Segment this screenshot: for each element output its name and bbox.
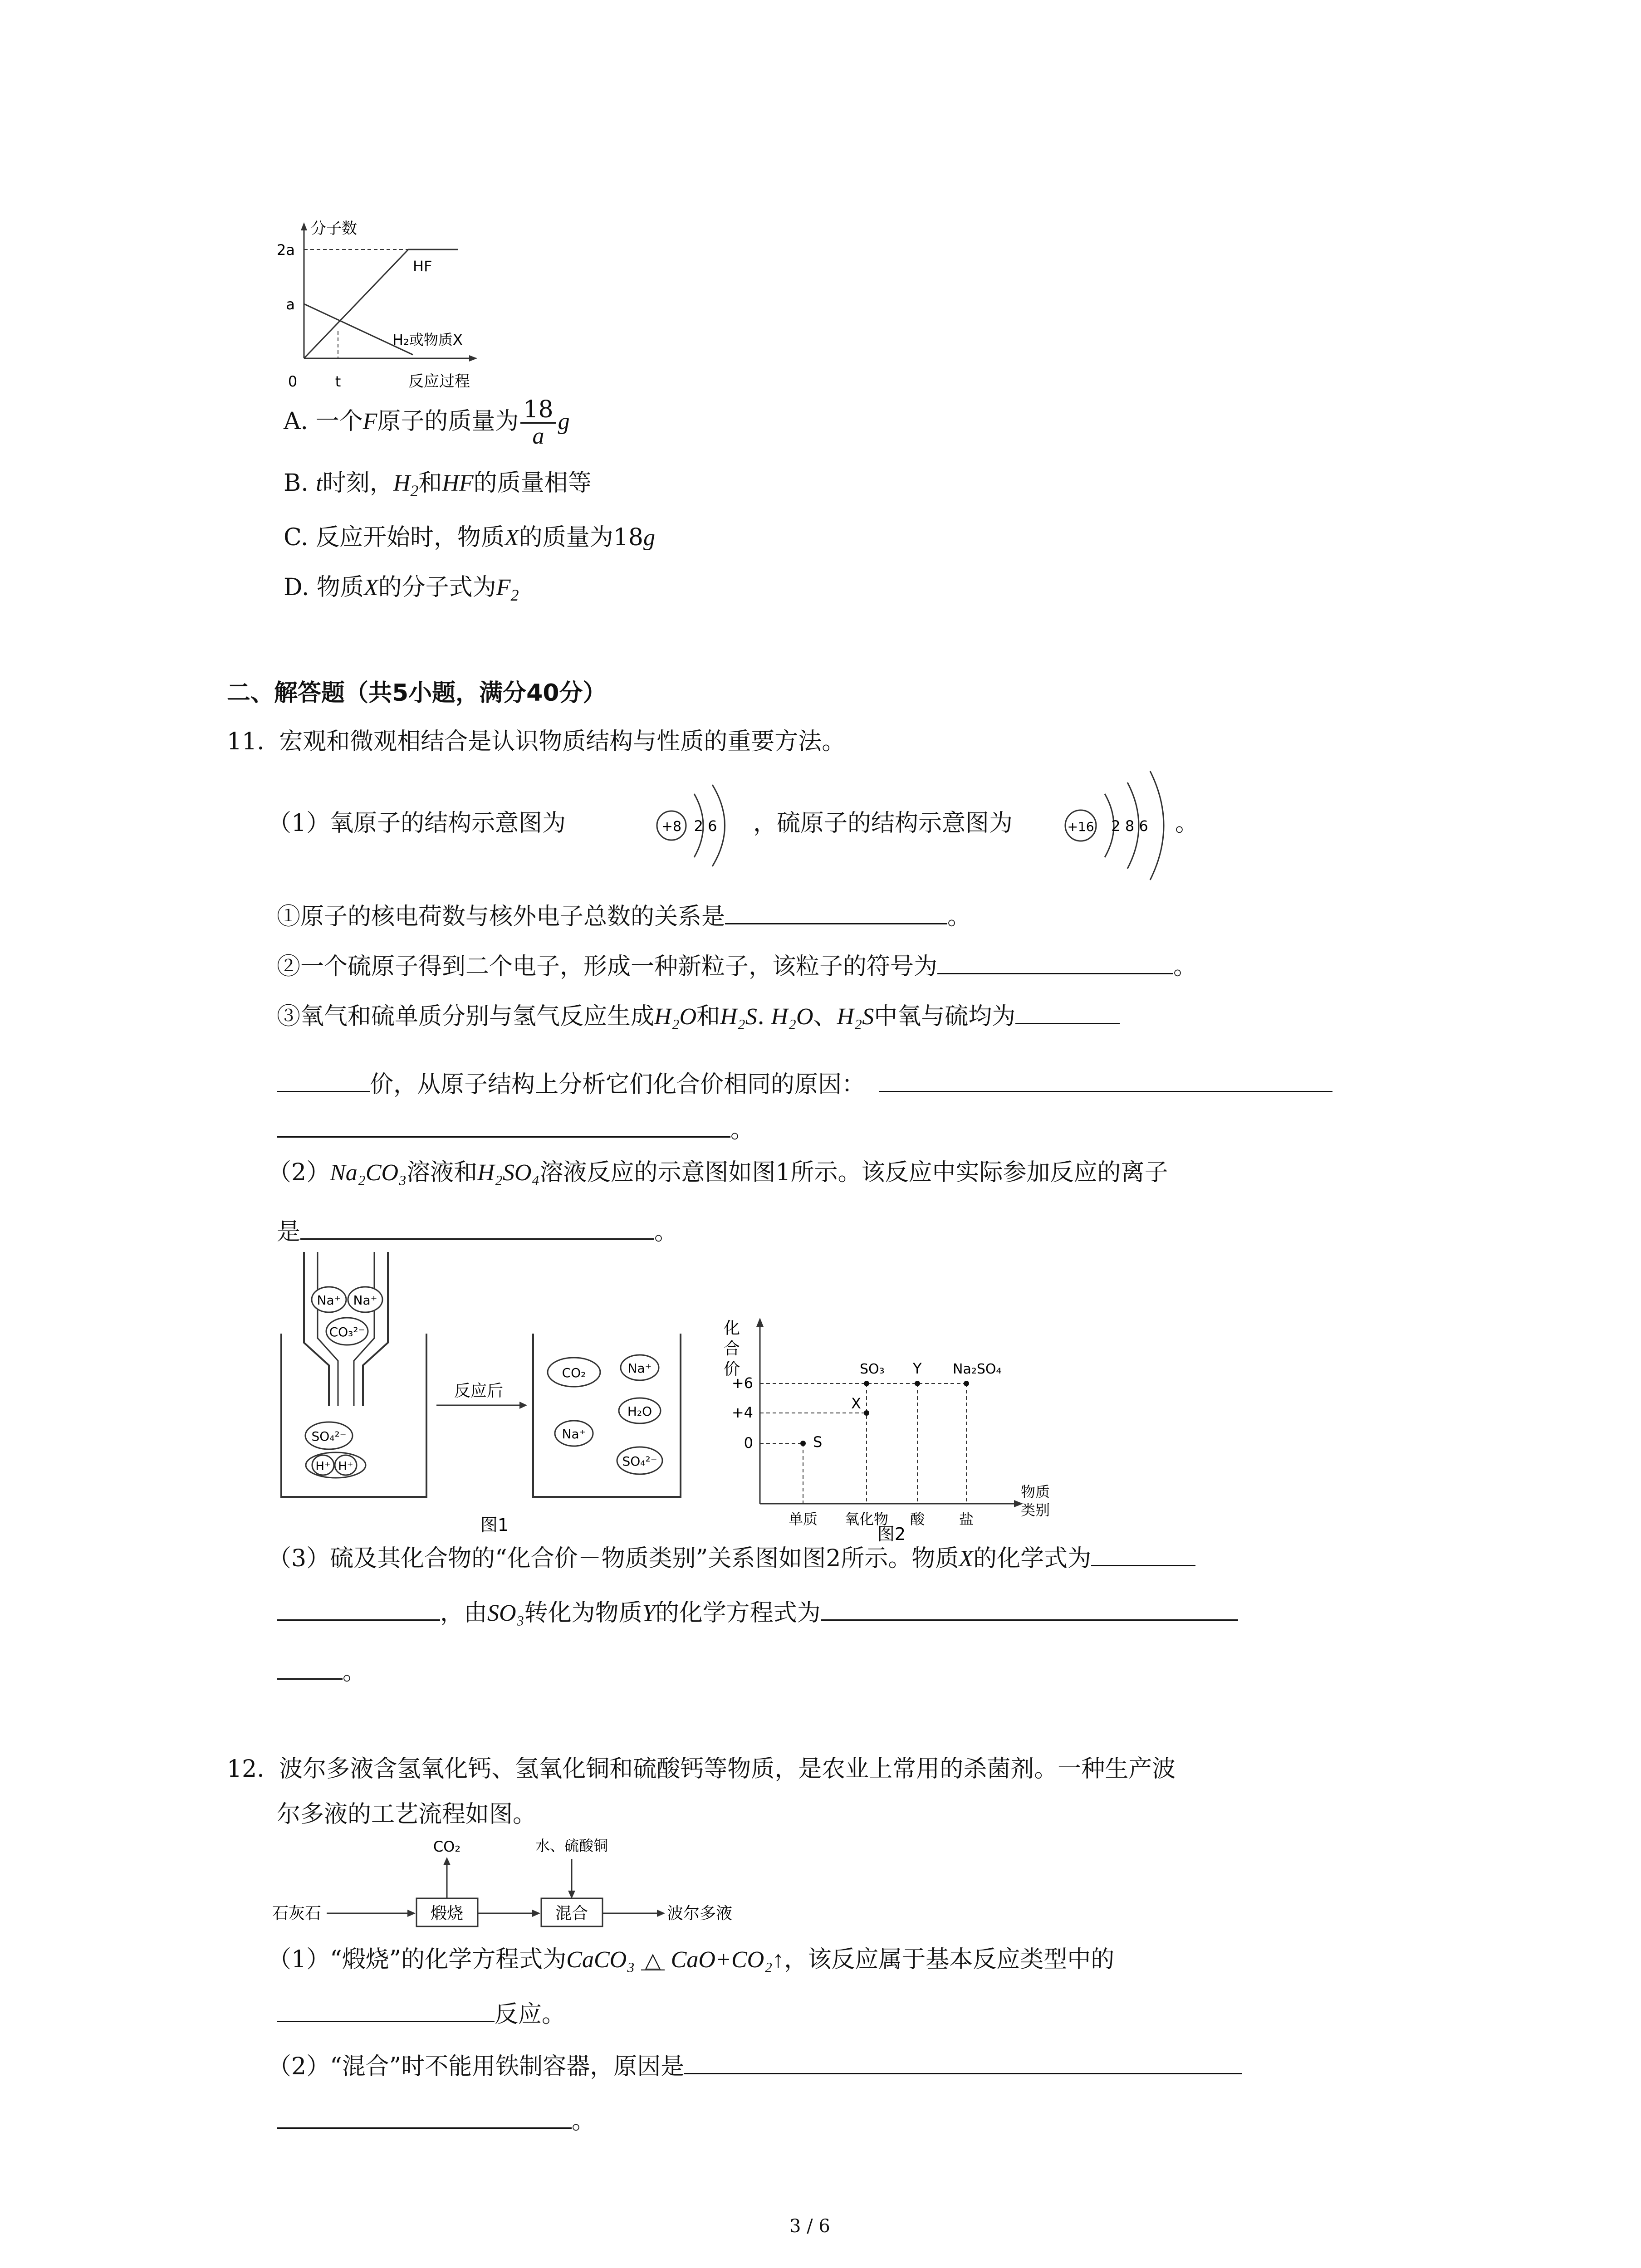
point-y xyxy=(915,1381,920,1386)
delta-icon: △ xyxy=(641,1951,664,1970)
fig2-ytick: +4 xyxy=(731,1404,753,1421)
q11-part1 xyxy=(268,807,566,839)
reaction-line-chart xyxy=(263,213,544,395)
q11-part3-line2 xyxy=(277,1597,1238,1629)
beaker2-ion-label: Na⁺ xyxy=(562,1427,586,1442)
q11-s3-d: 、 xyxy=(813,1003,837,1030)
fig2-xlabel-1: 物质 xyxy=(1021,1483,1050,1501)
answer-blank[interactable] xyxy=(725,900,947,924)
oxygen-atom-diagram xyxy=(653,776,753,875)
q11-s2-end: 。 xyxy=(1173,953,1197,980)
q12-part1-line2 xyxy=(277,1998,565,2030)
page-number: 3 / 6 xyxy=(789,2216,830,2237)
section-title: 二、解答题（共5小题，满分40分） xyxy=(227,679,607,707)
option-d xyxy=(284,572,519,611)
figure1-caption: 图1 xyxy=(480,1515,509,1535)
q11-p2-na2co3: Na₂CO₃ xyxy=(330,1160,407,1186)
beaker1-ion-label: SO₄²⁻ xyxy=(311,1429,347,1444)
option-c-mid: 的质量为18 xyxy=(519,524,643,551)
fraction-numerator: 18 xyxy=(520,397,556,424)
answer-blank[interactable] xyxy=(821,1597,1238,1621)
q11-s3-e: H₂S xyxy=(837,1004,874,1030)
sulfur-nucleus-label: +16 xyxy=(1067,819,1094,834)
q11-p2-end: 。 xyxy=(654,1218,678,1246)
q11-p2-c: 溶液反应的示意图如图1所示。该反应中实际参加反应的离子 xyxy=(539,1159,1168,1186)
q11-p3-x: X xyxy=(959,1546,974,1572)
answer-blank[interactable] xyxy=(1015,1000,1120,1024)
beaker2-molecule-label: CO₂ xyxy=(562,1365,586,1380)
q11-s1-text: ①原子的核电荷数与核外电子总数的关系是 xyxy=(277,903,725,930)
q11-number: 11. xyxy=(227,728,265,755)
chart-origin: 0 xyxy=(288,373,298,390)
q12-part2 xyxy=(268,2050,1242,2082)
q11-part3-line3 xyxy=(277,1656,366,1688)
q11-part2-line2 xyxy=(277,1216,678,1248)
q11-p1-a: （1）氧原子的结构示意图为 xyxy=(268,810,566,837)
option-b-prefix: B. xyxy=(284,469,316,497)
q11-p3-e: 的化学方程式为 xyxy=(655,1599,821,1627)
q11-s3-end: 。 xyxy=(730,1116,754,1144)
q11-p3-so3: SO₃ xyxy=(487,1600,524,1626)
beaker1-ion-label: H⁺ xyxy=(338,1460,353,1473)
flow-output-label: 波尔多液 xyxy=(667,1904,733,1923)
q11-sub3-line3 xyxy=(277,1114,754,1146)
beaker1-ion-label: H⁺ xyxy=(315,1460,331,1473)
option-a-unit: g xyxy=(558,409,570,435)
y-axis-arrow xyxy=(301,222,307,230)
option-b-h2-sub: 2 xyxy=(410,482,419,500)
chart-ylabel: 分子数 xyxy=(311,220,357,238)
option-d-f: F xyxy=(496,575,511,601)
option-a-italic: F xyxy=(362,409,377,435)
q11-p3-end: 。 xyxy=(343,1658,367,1686)
q12-p1-a: （1）“煅烧”的化学方程式为 xyxy=(268,1946,567,1973)
option-c-text: C. 反应开始时，物质 xyxy=(284,524,505,551)
q11-p3-a: （3）硫及其化合物的“化合价－物质类别”关系图如图2所示。物质 xyxy=(268,1545,959,1572)
q12-part2-line2 xyxy=(277,2105,595,2137)
chart-ytick: 2a xyxy=(277,241,295,259)
fig2-y-ticks xyxy=(732,1374,753,1452)
point-label: Y xyxy=(913,1360,922,1377)
q11-part1-b xyxy=(753,807,1013,839)
figure1-reaction-diagram xyxy=(272,1252,726,1542)
option-a-prefix: A. 一个 xyxy=(284,408,363,435)
point-label: SO₃ xyxy=(860,1361,885,1377)
fig2-ytick: +6 xyxy=(731,1374,753,1392)
answer-blank[interactable] xyxy=(277,2105,572,2129)
answer-blank[interactable] xyxy=(684,2050,1242,2074)
q11-part1-c xyxy=(1175,807,1199,839)
option-a xyxy=(284,397,570,449)
beaker2-ion-label: SO₄²⁻ xyxy=(622,1454,657,1469)
fig2-xlabel-2: 类别 xyxy=(1021,1501,1050,1519)
q11-s3-a: ③氧气和硫单质分别与氢气反应生成 xyxy=(277,1003,655,1030)
fig2-xcategory: 单质 xyxy=(788,1510,818,1528)
oxygen-nucleus-label: +8 xyxy=(661,819,682,835)
flow-box2-label: 混合 xyxy=(555,1904,588,1923)
answer-blank[interactable] xyxy=(300,1216,654,1240)
reaction-arrow-label: 反应后 xyxy=(454,1382,504,1400)
heating-condition xyxy=(641,1948,664,1972)
fig2-ylabel-3: 价 xyxy=(724,1360,740,1378)
q11-stem-text: 宏观和微观相结合是认识物质结构与性质的重要方法。 xyxy=(279,728,846,755)
q11-p2-b: 溶液和 xyxy=(407,1159,478,1186)
h2-series-label: H₂或物质X xyxy=(392,331,463,348)
chart-xlabel: 反应过程 xyxy=(408,372,470,391)
option-d-mid: 的分子式为 xyxy=(378,574,496,601)
point-label: X xyxy=(851,1395,861,1412)
fig2-xcategory: 氧化物 xyxy=(844,1510,889,1528)
option-b-t: t xyxy=(316,470,323,496)
figure2-valence-chart xyxy=(699,1315,1062,1542)
hf-series-label: HF xyxy=(413,258,432,275)
q11-p3-y: Y xyxy=(642,1600,656,1626)
q12-stem-line2: 尔多液的工艺流程如图。 xyxy=(277,1801,537,1828)
q12-part1 xyxy=(268,1944,1114,1976)
q12-eq-right: CaO+CO₂↑ xyxy=(671,1947,784,1973)
q11-s3-c: H₂O xyxy=(771,1004,813,1030)
option-b-end: 的质量相等 xyxy=(473,469,592,497)
q11-sub3 xyxy=(277,1000,1120,1033)
q11-s3-line2: 价，从原子结构上分析它们化合价相同的原因： xyxy=(370,1071,866,1098)
flow-box1-label: 煅烧 xyxy=(430,1904,464,1923)
oxygen-shells-label: 2 6 xyxy=(694,817,717,835)
point-na2so4 xyxy=(964,1381,969,1386)
option-b xyxy=(284,467,592,507)
q11-s3-h2o: H₂O xyxy=(654,1004,697,1030)
q11-sub3-line2 xyxy=(277,1068,1332,1100)
q12-eq-left: CaCO₃ xyxy=(566,1947,635,1973)
q11-s3-f: 中氧与硫均为 xyxy=(874,1003,1016,1030)
point-so3 xyxy=(864,1381,869,1386)
answer-blank[interactable] xyxy=(277,1998,495,2022)
q11-p2-a: （2） xyxy=(268,1159,330,1186)
fraction xyxy=(520,397,556,449)
q11-sub1 xyxy=(277,900,971,933)
point-x xyxy=(864,1410,869,1416)
answer-blank[interactable] xyxy=(277,1114,730,1138)
q11-stem xyxy=(227,726,845,758)
q11-s3-h2s: H₂S xyxy=(720,1004,757,1030)
option-c-x: X xyxy=(505,525,519,551)
bordeaux-process-flow xyxy=(272,1833,794,1941)
q11-p2-h2so4: H₂SO₄ xyxy=(477,1160,540,1186)
flow-input-label: 石灰石 xyxy=(272,1904,322,1923)
q11-s3-and: 和 xyxy=(696,1003,720,1030)
q11-p3-b: 的化学式为 xyxy=(973,1545,1092,1572)
q12-p2-end: 。 xyxy=(572,2107,596,2135)
q12-p2-a: （2）“混合”时不能用铁制容器，原因是 xyxy=(268,2053,685,2080)
sulfur-shells-label: 2 8 6 xyxy=(1111,817,1148,835)
q12-p1-line2: 反应。 xyxy=(495,2001,566,2028)
fig2-ylabel-1: 化 xyxy=(724,1319,740,1338)
answer-blank[interactable] xyxy=(937,950,1173,974)
fraction-denominator: a xyxy=(532,423,544,449)
beaker2-ion-label: Na⁺ xyxy=(627,1361,652,1376)
answer-blank[interactable] xyxy=(277,1068,370,1092)
q12-p1-b: ，该反应属于基本反应类型中的 xyxy=(784,1946,1115,1973)
fig2-ylabel-2: 合 xyxy=(724,1339,740,1358)
fig2-xcategory: 盐 xyxy=(959,1510,974,1528)
q11-p1-b: ，硫原子的结构示意图为 xyxy=(753,810,1013,837)
q11-part3 xyxy=(268,1542,1195,1575)
q12-number: 12. xyxy=(227,1755,265,1783)
flow-add-label: 水、硫酸铜 xyxy=(535,1837,608,1854)
fig2-xcategory: 酸 xyxy=(910,1510,925,1528)
option-c xyxy=(284,522,655,554)
q12-stem-line1: 波尔多液含氢氧化钙、氢氧化铜和硫酸钙等物质，是农业上常用的杀菌剂。一种生产波 xyxy=(279,1755,1176,1783)
answer-blank[interactable] xyxy=(277,1656,343,1680)
answer-blank[interactable] xyxy=(879,1068,1332,1092)
option-a-mid: 原子的质量为 xyxy=(377,408,519,435)
q12-stem xyxy=(227,1753,1176,1785)
q11-p3-c: ，由 xyxy=(440,1599,488,1627)
option-d-f-sub: 2 xyxy=(510,586,519,604)
q11-s1-end: 。 xyxy=(947,903,971,930)
q11-s3-b: . xyxy=(757,1003,765,1030)
q11-s2-text: ②一个硫原子得到二个电子，形成一种新粒子，该粒子的符号为 xyxy=(277,953,938,980)
q11-p2-line2: 是 xyxy=(277,1218,301,1246)
option-b-h2: H xyxy=(393,470,411,496)
fig2-ytick: 0 xyxy=(744,1434,753,1452)
answer-blank[interactable] xyxy=(1091,1542,1195,1566)
option-b-and: 和 xyxy=(418,469,442,497)
q11-part2 xyxy=(268,1157,1168,1189)
flow-gas-label: CO₂ xyxy=(433,1838,461,1855)
q11-p3-d: 转化为物质 xyxy=(524,1599,642,1627)
figure2-caption: 图2 xyxy=(877,1524,906,1542)
chart-ytick: a xyxy=(286,296,295,313)
q11-p1-c: 。 xyxy=(1175,810,1199,837)
point-label: Na₂SO₄ xyxy=(953,1361,1002,1377)
funnel-ion-label: Na⁺ xyxy=(317,1293,341,1308)
funnel-ion-label: CO₃²⁻ xyxy=(329,1325,365,1339)
chart-lines xyxy=(304,249,463,358)
option-d-text: D. 物质 xyxy=(284,574,364,601)
x-axis-arrow xyxy=(469,355,477,362)
chart-xtick: t xyxy=(335,373,341,390)
point-label: S xyxy=(813,1433,823,1451)
q11-sub2 xyxy=(277,950,1197,982)
funnel-ion-label: Na⁺ xyxy=(353,1293,377,1308)
option-b-mid: 时刻， xyxy=(322,469,393,497)
option-b-hf: HF xyxy=(442,470,474,496)
option-d-x: X xyxy=(363,575,378,601)
point-s xyxy=(800,1441,806,1446)
answer-blank[interactable] xyxy=(277,1597,440,1621)
beaker2-molecule-label: H₂O xyxy=(627,1404,652,1419)
option-c-g: g xyxy=(643,525,655,551)
